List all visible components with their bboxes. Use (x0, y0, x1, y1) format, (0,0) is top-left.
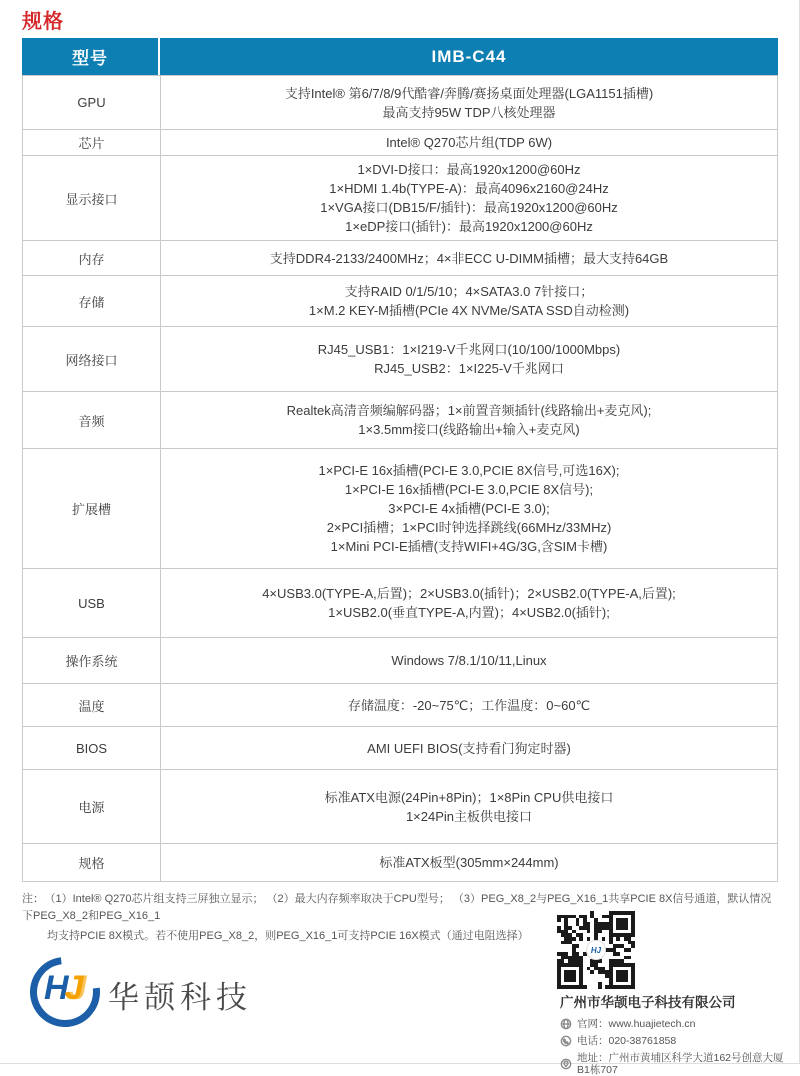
company-logo-text: 华颉科技 (108, 980, 252, 1015)
row-value (161, 276, 777, 326)
row-label: 音频 (23, 392, 161, 448)
row-label: 扩展槽 (23, 449, 161, 568)
company-name: 广州市华颉电子科技有限公司 (560, 995, 736, 1010)
row-value (161, 727, 777, 769)
row-value-line: RJ45_USB1：1×I219-V千兆网口(10/100/1000Mbps) (317, 342, 621, 357)
globe-icon (560, 1018, 572, 1030)
row-value (161, 327, 777, 391)
row-value-line: 1×3.5mm接口(线路输出+输入+麦克风) (358, 422, 580, 437)
row-label: 芯片 (23, 130, 161, 155)
row-value-line: Intel® Q270芯片组(TDP 6W) (385, 135, 553, 150)
row-value-line: 支持Intel® 第6/7/8/9代酷睿/奔腾/赛扬桌面处理器(LGA1151插槽) (284, 85, 654, 101)
row-label: 温度 (23, 684, 161, 726)
row-label: 操作系统 (23, 638, 161, 683)
footnote-prefix: 注： (22, 893, 44, 905)
row-value (161, 241, 777, 275)
table-row (23, 391, 777, 448)
qr-module (631, 985, 635, 989)
logo-monogram: HJ (44, 969, 80, 1007)
row-value-line: 支持RAID 0/1/5/10；4×SATA3.0 7针接口； (344, 284, 594, 299)
row-value-line: Realtek高清音频编解码器；1×前置音频插针(线路输出+麦克风); (286, 403, 652, 418)
footnote (22, 891, 780, 945)
table-row (23, 726, 777, 769)
company-logo (30, 957, 100, 1027)
row-value (161, 684, 777, 726)
table-row (23, 76, 777, 129)
contact-phone (560, 1035, 796, 1047)
phone-icon (560, 1035, 572, 1047)
table-row (23, 843, 777, 881)
spec-table-body (22, 75, 778, 882)
row-value-line: 最高支持95W TDP八核处理器 (382, 104, 556, 120)
row-value-line: 1×PCI-E 16x插槽(PCI-E 3.0,PCIE 8X信号); (344, 482, 594, 497)
row-value-line: 支持DDR4-2133/2400MHz；4×非ECC U-DIMM插槽；最大支持64GB (269, 250, 669, 266)
table-row (23, 683, 777, 726)
footnote-text2: 均支持PCIE 8X模式。若不使用PEG_X8_2，则PEG_X16_1可支持PCIE 16X模式（通过电阻选择） (47, 930, 529, 942)
contact-address-text: 地址：广州市黄埔区科学大道162号创意大厦B1栋707 (577, 1052, 784, 1076)
row-value-line: 1×eDP接口(插针)：最高1920x1200@60Hz (345, 219, 593, 234)
header-model-label: 型号 (22, 38, 160, 75)
row-value (161, 130, 777, 155)
row-value-line: 1×HDMI 1.4b(TYPE-A)：最高4096x2160@24Hz (329, 181, 609, 196)
row-value (161, 770, 777, 843)
table-row (23, 155, 777, 240)
location-pin-icon (560, 1058, 572, 1070)
table-row (23, 637, 777, 683)
row-label: USB (23, 569, 161, 637)
row-value-line: 1×24Pin主板供电接口 (405, 808, 533, 824)
row-value-line: 1×DVI-D接口：最高1920x1200@60Hz (357, 162, 581, 177)
row-value-line: 存储温度：-20~75℃；工作温度：0~60℃ (347, 697, 591, 713)
footnote-text1: （1）Intel® Q270芯片组支持三屏独立显示； （2）最大内存频率取决于CPU型号； （3）PEG_X8_2与PEG_X16_1共享PCIE 8X信号通道，默认情况下PEG_X8_2和PEG_X16_1 (22, 893, 772, 922)
row-label: BIOS (23, 727, 161, 769)
table-row (23, 568, 777, 637)
row-value-line: 2×PCI插槽；1×PCI时钟选择跳线(66MHz/33MHz) (326, 520, 612, 535)
row-value-line: 1×VGA接口(DB15/F/插针)：最高1920x1200@60Hz (320, 200, 618, 215)
header-model-value: IMB-C44 (431, 46, 507, 66)
table-row (23, 769, 777, 843)
row-value (161, 76, 777, 129)
row-label: 存储 (23, 276, 161, 326)
row-value-line: 1×M.2 KEY-M插槽(PCIe 4X NVMe/SATA SSD自动检测) (308, 303, 630, 318)
table-header-row (22, 38, 778, 75)
qr-center-logo-icon: HJ (586, 940, 606, 960)
row-label: 内存 (23, 241, 161, 275)
row-label: 显示接口 (23, 156, 161, 240)
contact-website-text: 官网：www.huajietech.cn (577, 1018, 696, 1030)
table-row (23, 240, 777, 275)
row-value-line: Windows 7/8.1/10/11,Linux (391, 653, 547, 668)
contact-website (560, 1018, 796, 1030)
spec-table (22, 38, 778, 882)
company-info (560, 991, 796, 1076)
row-label: GPU (23, 76, 161, 129)
row-value-line: 1×Mini PCI-E插槽(支持WIFI+4G/3G,含SIM卡槽) (330, 539, 608, 554)
table-row (23, 326, 777, 391)
table-row (23, 448, 777, 568)
row-value-line: 4×USB3.0(TYPE-A,后置)；2×USB3.0(插针)；2×USB2.0(TYPE-A,后置); (262, 586, 676, 601)
row-value-line: 1×PCI-E 16x插槽(PCI-E 3.0,PCIE 8X信号,可选16X); (318, 463, 620, 478)
row-value-line: 标准ATX板型(305mm×244mm) (379, 855, 559, 870)
row-value-line: RJ45_USB2：1×I225-V千兆网口 (374, 361, 564, 376)
footnote-line1 (22, 891, 780, 925)
row-value-line: 3×PCI-E 4x插槽(PCI-E 3.0); (388, 501, 550, 516)
row-value (161, 844, 777, 881)
row-value (161, 638, 777, 683)
row-value (161, 449, 777, 568)
row-value-line: AMI UEFI BIOS(支持看门狗定时器) (367, 740, 571, 756)
row-label: 网络接口 (23, 327, 161, 391)
row-value-line: 1×USB2.0(垂直TYPE-A,内置)；4×USB2.0(插针); (328, 605, 610, 620)
row-label: 规格 (23, 844, 161, 881)
contact-address (560, 1052, 796, 1076)
table-row (23, 129, 777, 155)
qr-code (557, 911, 635, 989)
page-title: 规格 (22, 11, 64, 33)
row-value (161, 156, 777, 240)
contact-phone-text: 电话：020-38761858 (577, 1035, 677, 1047)
table-row (23, 275, 777, 326)
row-label: 电源 (23, 770, 161, 843)
row-value-line: 标准ATX电源(24Pin+8Pin)；1×8Pin CPU供电接口 (324, 789, 614, 805)
row-value (161, 392, 777, 448)
row-value (161, 569, 777, 637)
